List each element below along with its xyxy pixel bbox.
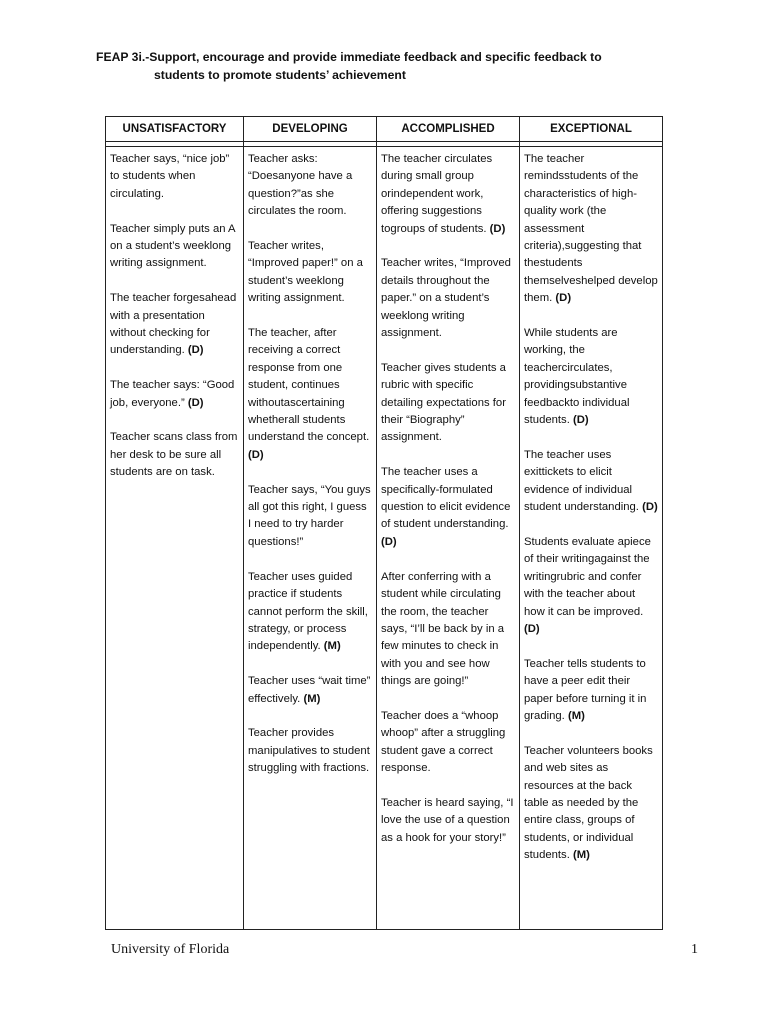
entry-tag: (D) — [642, 501, 658, 514]
entry-tag: (D) — [187, 344, 204, 357]
entry-text: Teacher gives students a rubric with specific detailing expectations for their “Biography” assignment. — [381, 361, 506, 444]
rubric-entry — [110, 429, 239, 481]
document-heading — [96, 48, 696, 84]
rubric-entry — [110, 290, 239, 360]
entry-text: Teacher writes, “Improved paper!” on a student’s weeklong writing assignment. — [248, 240, 363, 305]
entry-text: Teacher simply puts an A on a student’s weeklong writing assignment. — [110, 222, 235, 270]
entry-tag: (D) — [489, 222, 506, 235]
entry-tag: (M) — [567, 709, 585, 722]
entry-text: Teacher is heard saying, “I love the use of a question as a hook for your story!” — [381, 796, 514, 844]
rubric-entry — [524, 447, 658, 517]
entry-text: Teacher does a “whoop whoop” after a struggling student gave a correct response. — [381, 709, 506, 775]
entry-text: Teacher uses guided practice if students cannot perform the skill, strategy, or process independently. — [248, 570, 368, 653]
entry-text: After conferring with a student while circulating the room, the teacher says, “I’ll be back by in a few minutes to check in with you and see how things are going!” — [381, 570, 505, 688]
entry-tag: (M) — [573, 849, 590, 862]
rubric-entry — [248, 238, 372, 308]
rubric-entry — [524, 743, 658, 865]
entry-text: Teacher volunteers books and web sites as resources at the back table as needed by the entire class, groups of students, or individual students. — [524, 744, 653, 862]
rubric-entry — [248, 325, 372, 464]
rubric-entry — [381, 464, 515, 551]
rubric-entry — [110, 377, 239, 412]
entry-text: The teacher circulates during small group orindependent work, offering suggestions togroups of students. — [381, 153, 493, 235]
rubric-entry — [248, 725, 372, 777]
rubric-entry — [248, 569, 372, 656]
header-unsatisfactory: UNSATISFACTORY — [106, 117, 244, 142]
entry-text: The teacher uses exittickets to elicit evidence of individual student understanding. — [524, 448, 639, 514]
rubric-entry — [381, 151, 515, 238]
rubric-entry — [381, 360, 515, 447]
header-exceptional: EXCEPTIONAL — [520, 117, 663, 142]
entry-text: Teacher uses “wait time” effectively. — [248, 675, 371, 705]
entry-text: The teacher says: “Good job, everyone.” — [110, 379, 235, 409]
heading-line-1: FEAP 3i.-Support, encourage and provide immediate feedback and specific feedback to — [96, 50, 602, 64]
entry-tag: (D) — [248, 448, 264, 461]
rubric-entry — [110, 151, 239, 203]
rubric-entry — [110, 221, 239, 273]
entry-tag: (D) — [524, 622, 540, 635]
rubric-body-row — [106, 147, 663, 930]
entry-text: Teacher asks: “Doesanyone have a question?”as she circulates the room. — [248, 153, 353, 218]
rubric-entry — [248, 673, 372, 708]
rubric-table — [105, 116, 663, 930]
entry-text: While students are working, the teachercirculates, providingsubstantive feedbackto individual students. — [524, 327, 630, 427]
entry-text: The teacher, after receiving a correct response from one student, continues withoutascertaining whetherall students understand the concept. — [248, 327, 370, 444]
cell-developing — [244, 147, 377, 930]
heading-line-2: students to promote students’ achievement — [154, 68, 406, 82]
entry-tag: (D) — [187, 396, 204, 409]
rubric-entry — [524, 325, 658, 429]
header-developing: DEVELOPING — [244, 117, 377, 142]
entry-text: Teacher provides manipulatives to student struggling with fractions. — [248, 727, 370, 775]
rubric-entry — [381, 708, 515, 778]
rubric-entry — [524, 151, 658, 308]
rubric-entry — [248, 482, 372, 552]
entry-text: Teacher says, “You guys all got this right, I guess I need to try harder questions!” — [248, 483, 371, 548]
entry-text: Teacher tells students to have a peer edit their paper before turning it in grading. — [524, 657, 647, 722]
footer-page-number: 1 — [691, 942, 698, 957]
entry-tag: (D) — [381, 535, 397, 548]
cell-exceptional — [520, 147, 663, 930]
footer-institution: University of Florida — [111, 942, 230, 957]
entry-text: The teacher forgesahead with a presentation without checking for understanding. — [110, 292, 237, 357]
rubric-entry — [381, 255, 515, 342]
entry-tag: (D) — [555, 292, 572, 305]
entry-text: Teacher scans class from her desk to be sure all students are on task. — [110, 431, 238, 479]
rubric-entry — [381, 569, 515, 691]
entry-text: Teacher says, “nice job” to students when circulating. — [110, 153, 230, 200]
entry-text: Students evaluate apiece of their writingagainst the writingrubric and confer with the teacher about how it can be improved. — [524, 535, 651, 618]
entry-tag: (D) — [573, 414, 589, 427]
entry-text: Teacher writes, “Improved details throughout the paper.” on a student’s weeklong writing assignment. — [381, 257, 511, 340]
rubric-entry — [381, 795, 515, 847]
rubric-entry — [524, 656, 658, 726]
entry-text: The teacher uses a specifically-formulated question to elicit evidence of student understanding. — [381, 466, 511, 531]
rubric-header-row — [106, 117, 663, 142]
rubric-entry — [248, 151, 372, 221]
cell-unsatisfactory — [106, 147, 244, 930]
entry-tag: (M) — [303, 692, 321, 705]
entry-tag: (M) — [323, 640, 341, 653]
rubric-entry — [524, 534, 658, 638]
cell-accomplished — [377, 147, 520, 930]
entry-text: The teacher remindsstudents of the characteristics of high-quality work (the assessment criteria),suggesting that thestudents themselveshelped develop them. — [524, 153, 658, 305]
header-accomplished: ACCOMPLISHED — [377, 117, 520, 142]
